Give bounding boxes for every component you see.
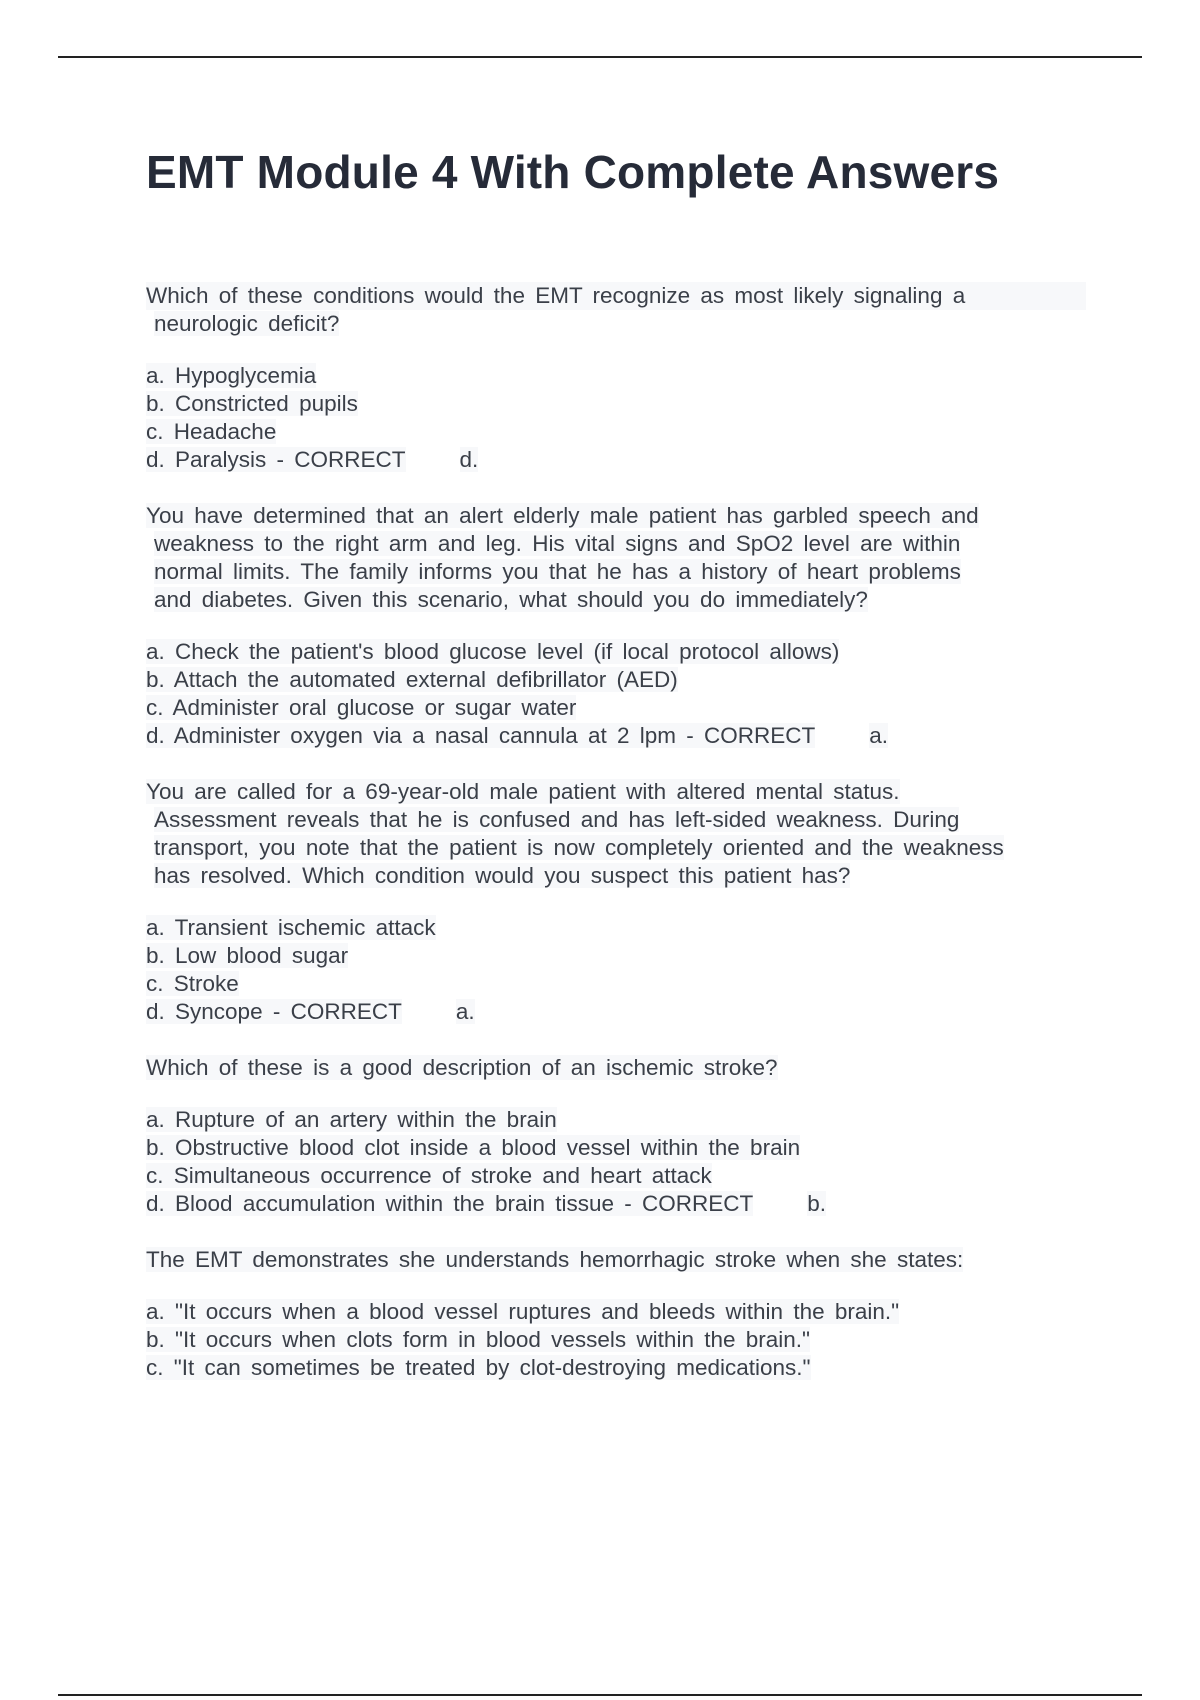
top-rule: [58, 56, 1142, 58]
question-text: [146, 1054, 1086, 1082]
question-item: [146, 778, 1086, 1026]
option-item: a. Rupture of an artery within the brain: [146, 1107, 557, 1132]
answer-options: [146, 1298, 1086, 1382]
answer-options: [146, 638, 1086, 750]
question-line: Assessment reveals that he is confused and has left-sided weakness. During: [154, 807, 960, 832]
option-item: c. Headache: [146, 419, 277, 444]
option-item: b. Attach the automated external defibrillator (AED): [146, 667, 678, 692]
option-item: d. Administer oxygen via a nasal cannula at 2 lpm - CORRECT a.: [146, 723, 889, 748]
answer-key: a.: [869, 723, 889, 748]
question-item: [146, 282, 1086, 474]
option-item: b. "It occurs when clots form in blood vessels within the brain.": [146, 1327, 811, 1352]
option-item: c. Administer oral glucose or sugar water: [146, 695, 577, 720]
bottom-rule: [58, 1694, 1142, 1696]
question-line: normal limits. The family informs you that he has a history of heart problems: [154, 559, 961, 584]
question-item: [146, 1246, 1086, 1382]
question-list: [146, 282, 1086, 1410]
answer-options: [146, 914, 1086, 1026]
question-line: has resolved. Which condition would you suspect this patient has?: [154, 863, 851, 888]
answer-key: b.: [807, 1191, 827, 1216]
question-item: [146, 502, 1086, 750]
option-item: a. "It occurs when a blood vessel ruptures and bleeds within the brain.": [146, 1299, 900, 1324]
question-line: neurologic deficit?: [154, 311, 340, 336]
question-line: You have determined that an alert elderly male patient has garbled speech and: [146, 503, 979, 528]
page-title: EMT Module 4 With Complete Answers: [146, 146, 1000, 198]
option-item: d. Paralysis - CORRECT d.: [146, 447, 479, 472]
question-line: You are called for a 69-year-old male patient with altered mental status.: [146, 779, 900, 804]
option-item: a. Transient ischemic attack: [146, 915, 436, 940]
question-line: weakness to the right arm and leg. His vital signs and SpO2 level are within: [154, 531, 961, 556]
answer-options: [146, 362, 1086, 474]
question-line: The EMT demonstrates she understands hemorrhagic stroke when she states:: [146, 1247, 964, 1272]
answer-options: [146, 1106, 1086, 1218]
option-item: c. Simultaneous occurrence of stroke and heart attack: [146, 1163, 712, 1188]
question-line: Which of these conditions would the EMT recognize as most likely signaling a: [146, 282, 1086, 310]
answer-key: d.: [459, 447, 479, 472]
question-line: Which of these is a good description of an ischemic stroke?: [146, 1055, 778, 1080]
option-item: a. Hypoglycemia: [146, 363, 317, 388]
option-item: c. "It can sometimes be treated by clot-destroying medications.": [146, 1355, 811, 1380]
question-text: [146, 502, 1086, 614]
question-line: transport, you note that the patient is now completely oriented and the weakness: [154, 835, 1004, 860]
question-text: [146, 778, 1086, 890]
option-item: b. Low blood sugar: [146, 943, 349, 968]
question-line: and diabetes. Given this scenario, what should you do immediately?: [154, 587, 868, 612]
option-item: d. Blood accumulation within the brain tissue - CORRECT b.: [146, 1191, 827, 1216]
question-text: [146, 282, 1086, 338]
option-item: d. Syncope - CORRECT a.: [146, 999, 475, 1024]
answer-key: a.: [455, 999, 475, 1024]
question-text: [146, 1246, 1086, 1274]
question-item: [146, 1054, 1086, 1218]
option-item: b. Obstructive blood clot inside a blood vessel within the brain: [146, 1135, 801, 1160]
option-item: b. Constricted pupils: [146, 391, 358, 416]
option-item: c. Stroke: [146, 971, 239, 996]
option-item: a. Check the patient's blood glucose level (if local protocol allows): [146, 639, 840, 664]
